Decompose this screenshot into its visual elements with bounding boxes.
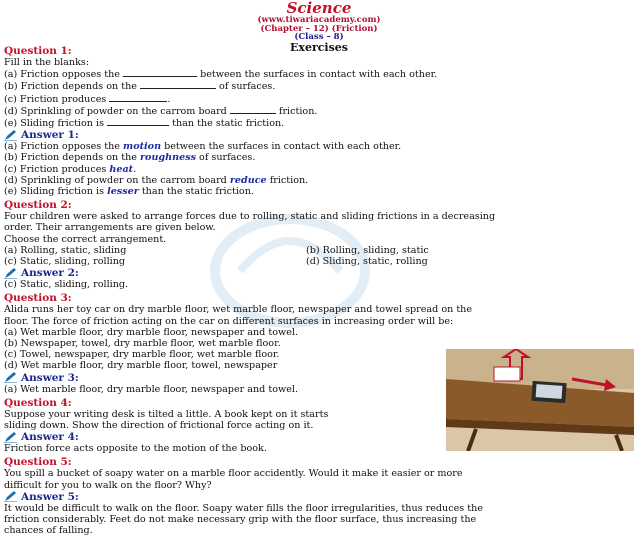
answer-3-label: Answer 3: [4, 372, 634, 384]
a5-text-1: It would be difficult to walk on the floor. Soapy water fills the floor irregularities, thus reduces the [4, 502, 483, 514]
a1-item-b: (b) Friction depends on the roughness of surfaces. [4, 152, 256, 164]
a5-text-2: friction considerably. Feet do not make necessary grip with the floor surface, thus increasing the [4, 514, 477, 526]
answer-4-label: Answer 4: [4, 431, 634, 443]
q5-text-1: You spill a bucket of soapy water on a marble floor accidently. Would it make it easier or more [4, 468, 463, 480]
q2-option-c: (c) Static, sliding, rolling [4, 256, 126, 268]
page-title: Science [286, 0, 352, 17]
q3-text-2: floor. The force of friction acting on the car on different surfaces in increasing order will be: [4, 315, 454, 327]
q2-options-row-1 [4, 245, 634, 256]
q1-item-a: (a) Friction opposes the between the surfaces in contact with each other. [4, 69, 438, 81]
answer-2-label: Answer 2: [4, 267, 634, 279]
answer-5-label: Answer 5: [4, 491, 634, 503]
chapter-info: (Chapter – 12) (Friction) [260, 23, 378, 34]
question-2-label: Question 2: [4, 199, 72, 212]
pen-icon [4, 130, 18, 141]
q1-intro: Fill in the blanks: [4, 57, 90, 68]
pen-icon [4, 372, 18, 383]
q2-option-b: (b) Rolling, sliding, static [306, 244, 429, 256]
q3-option-b: (b) Newspaper, towel, dry marble floor, wet marble floor. [4, 338, 281, 350]
answer-1-label: Answer 1: [4, 129, 634, 141]
pen-icon [4, 491, 18, 502]
q5-text-2: difficult for you to walk on the floor? Why? [4, 479, 212, 491]
q1-item-d: (d) Sprinkling of powder on the carrom board friction. [4, 105, 318, 117]
q2-option-a: (a) Rolling, static, sliding [4, 244, 127, 256]
question-3-label: Question 3: [4, 292, 72, 305]
a1-item-d: (d) Sprinkling of powder on the carrom board reduce friction. [4, 174, 309, 186]
question-1-label: Question 1: [4, 45, 72, 57]
pen-icon [4, 268, 18, 279]
q3-option-d: (d) Wet marble floor, dry marble floor, towel, newspaper [4, 360, 278, 372]
a1-item-e: (e) Sliding friction is lesser than the static friction. [4, 186, 254, 198]
q3-option-c: (c) Towel, newspaper, dry marble floor, wet marble floor. [4, 349, 280, 361]
q3-text-1: Alida runs her toy car on dry marble floor, wet marble floor, newspaper and towel spread on the [4, 304, 473, 316]
pen-icon [4, 432, 18, 443]
q4-text-1: Suppose your writing desk is tilted a little. A book kept on it starts [4, 408, 329, 420]
q1-item-c: (c) Friction produces . [4, 93, 171, 105]
q2-text-1: Four children were asked to arrange forces due to rolling, static and sliding frictions in a decreasing [4, 211, 496, 223]
q4-text-2: sliding down. Show the direction of frictional force acting on it. [4, 420, 314, 432]
q2-text-3: Choose the correct arrangement. [4, 233, 167, 245]
q2-text-2: order. Their arrangements are given below. [4, 222, 216, 234]
question-4-label: Question 4: [4, 396, 72, 409]
a4-text: Friction force acts opposite to the motion of the book. [4, 443, 267, 455]
class-info: (Class – 8) [294, 32, 344, 42]
a5-text-3: chances of falling. [4, 525, 93, 537]
a2-text: (c) Static, sliding, rolling. [4, 279, 129, 291]
q1-item-e: (e) Sliding friction is than the static friction. [4, 118, 285, 130]
q3-option-a: (a) Wet marble floor, dry marble floor, newspaper and towel. [4, 326, 298, 338]
worksheet-content [4, 45, 634, 537]
a1-item-c: (c) Friction produces heat. [4, 163, 137, 175]
q2-option-d: (d) Sliding, static, rolling [306, 256, 428, 268]
a1-item-a: (a) Friction opposes the motion between the surfaces in contact with each other. [4, 141, 402, 153]
question-5-label: Question 5: [4, 456, 72, 469]
q2-options-row-2 [4, 256, 634, 267]
tilted-desk-illustration [446, 349, 634, 451]
q1-item-b: (b) Friction depends on the of surfaces. [4, 81, 276, 93]
a3-text: (a) Wet marble floor, dry marble floor, newspaper and towel. [4, 383, 298, 395]
section-title: Exercises [290, 40, 348, 54]
site-url: (www.tiwariacademy.com) [257, 15, 381, 25]
